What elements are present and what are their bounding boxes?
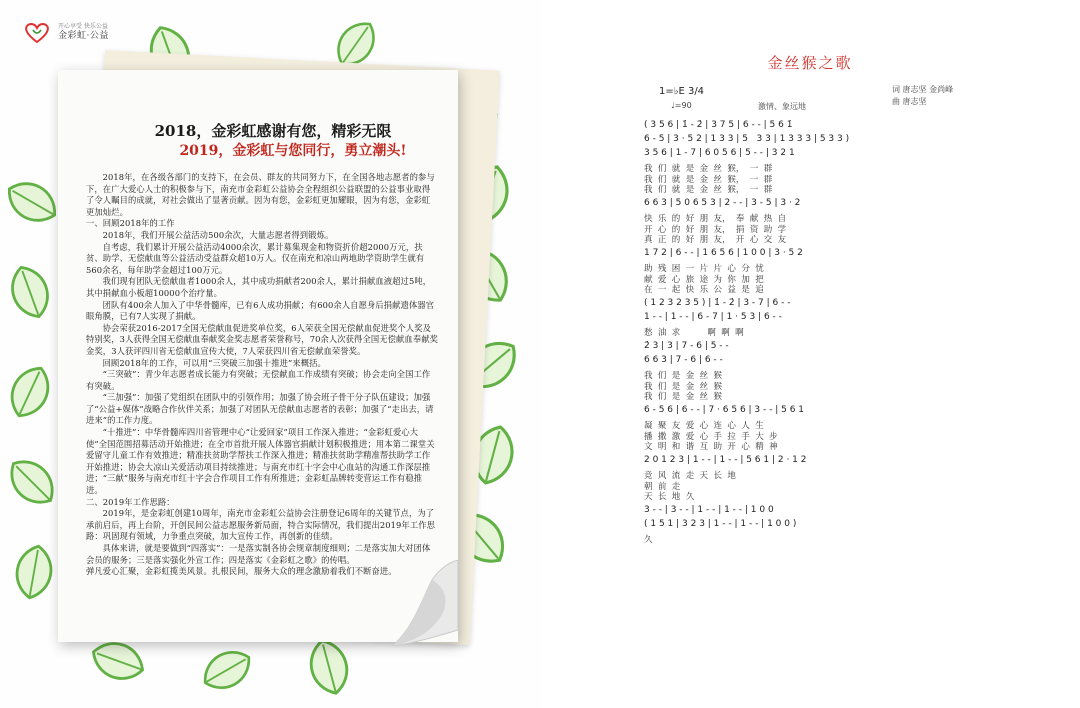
paragraph: 2019年，是金彩虹创建10周年，南充市金彩虹公益协会注册登记6周年的关键节点，为了承前启后，再上台阶，开创民间公益志愿服务新局面，特合实际情况，我们提出2019年工作思路：巩固现有领域，力争重点突破，加大宣传工作，再创新的佳绩。	[86, 508, 435, 542]
notation-line: 3 - - | 3 - - | 1 - - | 1 - - | 1 0 0	[644, 505, 774, 515]
brand	[22, 22, 109, 44]
letter-paper	[58, 70, 458, 642]
paragraph: 协会荣获2016-2017全国无偿献血促进奖单位奖，6人荣获全国无偿献血促进奖个人奖及特别奖，3人获得全国无偿献血奉献奖金奖志愿者荣誉称号，70余人次获得全国无偿献血奉献奖金奖，3人获评四川省无偿献血宣传大使，7人荣获四川省无偿献血荣誉奖。	[86, 322, 439, 356]
paragraph: 团队有400余人加入了中华骨髓库，已有6人成功捐献；有600余人自愿身后捐献遗体器官眼角膜，已有7人实现了捐献。	[86, 299, 435, 322]
notation-line: 2 0 1 2 3 | 1 - - | 1 - - | 5 6 1 | 2 · 1 2	[644, 455, 807, 465]
lyric-line: 开 心 的 好 朋 友， 捐 资 助 学	[644, 224, 787, 235]
composer-credit: 曲 唐志坚	[892, 97, 927, 106]
lyric-line: 我 们 就 是 金 丝 猴， 一 群	[644, 185, 773, 195]
leaf-icon	[188, 632, 267, 708]
notation-line: 1 7 2 | 6 - - | 1 6 5 6 | 1 0 0 | 3 · 5 2	[644, 248, 803, 258]
paragraph: “十推进”：中华骨髓库四川省管理中心“让爱回家”项目工作深入推进；“金彩虹爱心大使”全国范围招募活动开始推进；在全市首批开展人体器官捐献计划积极推进；用本第二课堂关爱留守儿童工作有效推进；精准扶贫助学帮扶工作深入推进；精准扶贫助学精准帮扶助学工作开始推进；协会大凉山关爱活动项目持续推进；与南充市红十字会中心血站的沟通工作深层推进；“三献”服务与南充市红十字会合作项目工作有所推进；金彩虹品牌转变营运工作有稳推进。	[86, 427, 435, 496]
paragraph: 2018年，我们开展公益活动500余次，大量志愿者得到锻炼。	[102, 229, 334, 240]
document-title: 2018，金彩虹感谢有您，精彩无限	[154, 122, 392, 140]
paragraph: 2018年，在各级各部门的支持下，在会员、群友的共同努力下，在全国各地志愿者的参与下，在广大爱心人士的积极参与下，南充市金彩虹公益协会全程组织公益联盟的公益事业取得了令人瞩目的成就，对社会做出了显著贡献。因为有您，金彩虹更加耀眼，因为有您，金彩虹更加灿烂。	[86, 172, 435, 217]
page-curl-icon	[392, 560, 464, 646]
paragraph: 具体来讲，就是要做到“四落实”：一是落实制各协会规章制度细则；二是落实加大对团体会员的服务；三是落实强化外宣工作；四是落实《金彩虹之歌》的传唱。	[86, 543, 431, 565]
paragraph: 回顾2018年的工作，可以用“三突破三加强十推进”来概括。	[102, 357, 326, 368]
notation-line: ( 1 5 1 | 3 2 3 | 1 - - | 1 - - | 1 0 0 )	[644, 519, 797, 529]
lyric-line: 助 残 困 一 片 片 心 分 忧	[644, 264, 764, 274]
lyric-line: 我 们 就 是 金 丝 猴， 一 群	[644, 164, 773, 174]
tempo-marking: ♩=90	[671, 101, 692, 110]
paragraph: “三加强”：加强了党组织在团队中的引领作用；加强了协会班子骨干分子队伍建设；加强了“公益+媒体”战略合作伙伴关系；加强了对团队无偿献血志愿者的表彰；加强了“走出去，请进来”的工作力度。	[86, 392, 434, 426]
lyric-line: 凝 聚 友 爱 心 连 心 人 生	[644, 421, 764, 431]
heart-logo-icon	[22, 22, 52, 44]
lyricist-credit: 词 唐志坚 金尚峰	[892, 85, 954, 94]
lyric-line: 真 正 的 好 朋 友， 开 心 交 友	[644, 235, 787, 245]
paragraph: 自考虑，我们累计开展公益活动4000余次，累计募集现金和物资折价超2000万元，扶贫、助学、无偿献血等公益活动受益群众超10万人。仅在南充和凉山两地助学资助学生就有560余名，每年助学金超过100万元。	[86, 241, 425, 275]
document-subtitle: 2019，金彩虹与您同行，勇立潮头!	[179, 143, 407, 159]
expression-marking: 激情、象远地	[758, 102, 806, 111]
lyric-line: 播 撒 激 爱 心 手 拉 手 大 步	[644, 431, 778, 442]
lyric-line: 朝 前 走	[644, 481, 681, 492]
sheet-music	[540, 0, 1080, 708]
notation-line: ( 1 2 3 2 3 5 ) | 1̇ - 2̇ | 3 - 7 | 6 - -	[644, 298, 791, 308]
section-heading: 一、回顾2018年的工作	[86, 218, 175, 229]
lyric-line: 愁 油 求 啊 啊 啊	[644, 328, 744, 338]
notation-line: 6 - 5 6 | 6 - - | 7 · 6 5 6 | 3 - - | 5 6 1	[644, 405, 805, 415]
lyric-line: 久	[644, 535, 653, 545]
lyric-line: 我 们 是 金 丝 猴	[644, 371, 723, 381]
notation-line: 6 - 5 | 3 · 5 2 | 1 3 3 | 5 3 3 | 1 3 3 3 | 5 3 3 )	[644, 134, 850, 144]
notation-line: 3 5 6 | 1 - 7 | 6 0 5 6 | 5 - - | 3 2 1	[644, 148, 795, 158]
lyric-line: 文 明 和 谐 互 助 开 心 精 神	[644, 442, 778, 452]
brand-name: 金彩虹·公益	[58, 31, 109, 42]
song-title: 金丝猴之歌	[767, 54, 853, 72]
notation-line: 6 6 3 | 7 - 6 | 6 - -	[644, 355, 723, 365]
notation-line: ( 3 5 6 | 1̇ - 2̇ | 3 7 5 | 6 - - | 5 6 1̇	[644, 120, 793, 130]
lyric-line: 快 乐 的 好 朋 友， 奉 献 热 自	[644, 214, 787, 224]
lyric-line: 在 一 起 快 乐 公 益 是 追	[644, 285, 764, 295]
lyric-line: 我 们 就 是 金 丝 猴， 一 群	[644, 174, 773, 185]
lyric-line: 我 们 是 金 丝 猴	[644, 381, 723, 392]
paragraph: 我们现有团队无偿献血者1000余人，其中成功捐献者200余人，累计捐献血液超过5吨，其中捐献血小板超10000个治疗量。	[86, 276, 432, 298]
notation-line: 1 - - | 1 - - | 6 - 7 | 1 · 5 3 | 6 - -	[644, 312, 782, 322]
notation-line: 6 6 3 | 5 0 6 5 3 | 2 - - | 3 - 5 | 3 · 2	[644, 198, 801, 208]
lyric-line: 竞 风 流 走 天 长 地	[644, 471, 736, 481]
notation-line: 2̇ 3 | 3 | 7 - 6 | 5 - -	[644, 341, 729, 351]
key-signature: 1=♭E 3/4	[659, 86, 705, 97]
paragraph: “三突破”：青少年志愿者成长能力有突破；无偿献血工作成绩有突破；协会走向全国工作有突破。	[86, 369, 431, 391]
document-body	[86, 172, 438, 578]
lyric-line: 我 们 是 金 丝 猴	[644, 392, 723, 402]
paragraph: 弹凡爱心汇聚，金彩虹揽美风景。扎根民间，服务大众的理念激励着我们不断奋进。	[86, 566, 397, 577]
lyric-line: 天 长 地 久	[644, 492, 695, 502]
section-heading: 二、2019年工作思路：	[86, 496, 175, 507]
lyric-line: 献 爱 心 旅 途 为 你 加 把	[644, 274, 764, 285]
brand-slogan: 开心享受 快乐公益	[58, 23, 108, 31]
